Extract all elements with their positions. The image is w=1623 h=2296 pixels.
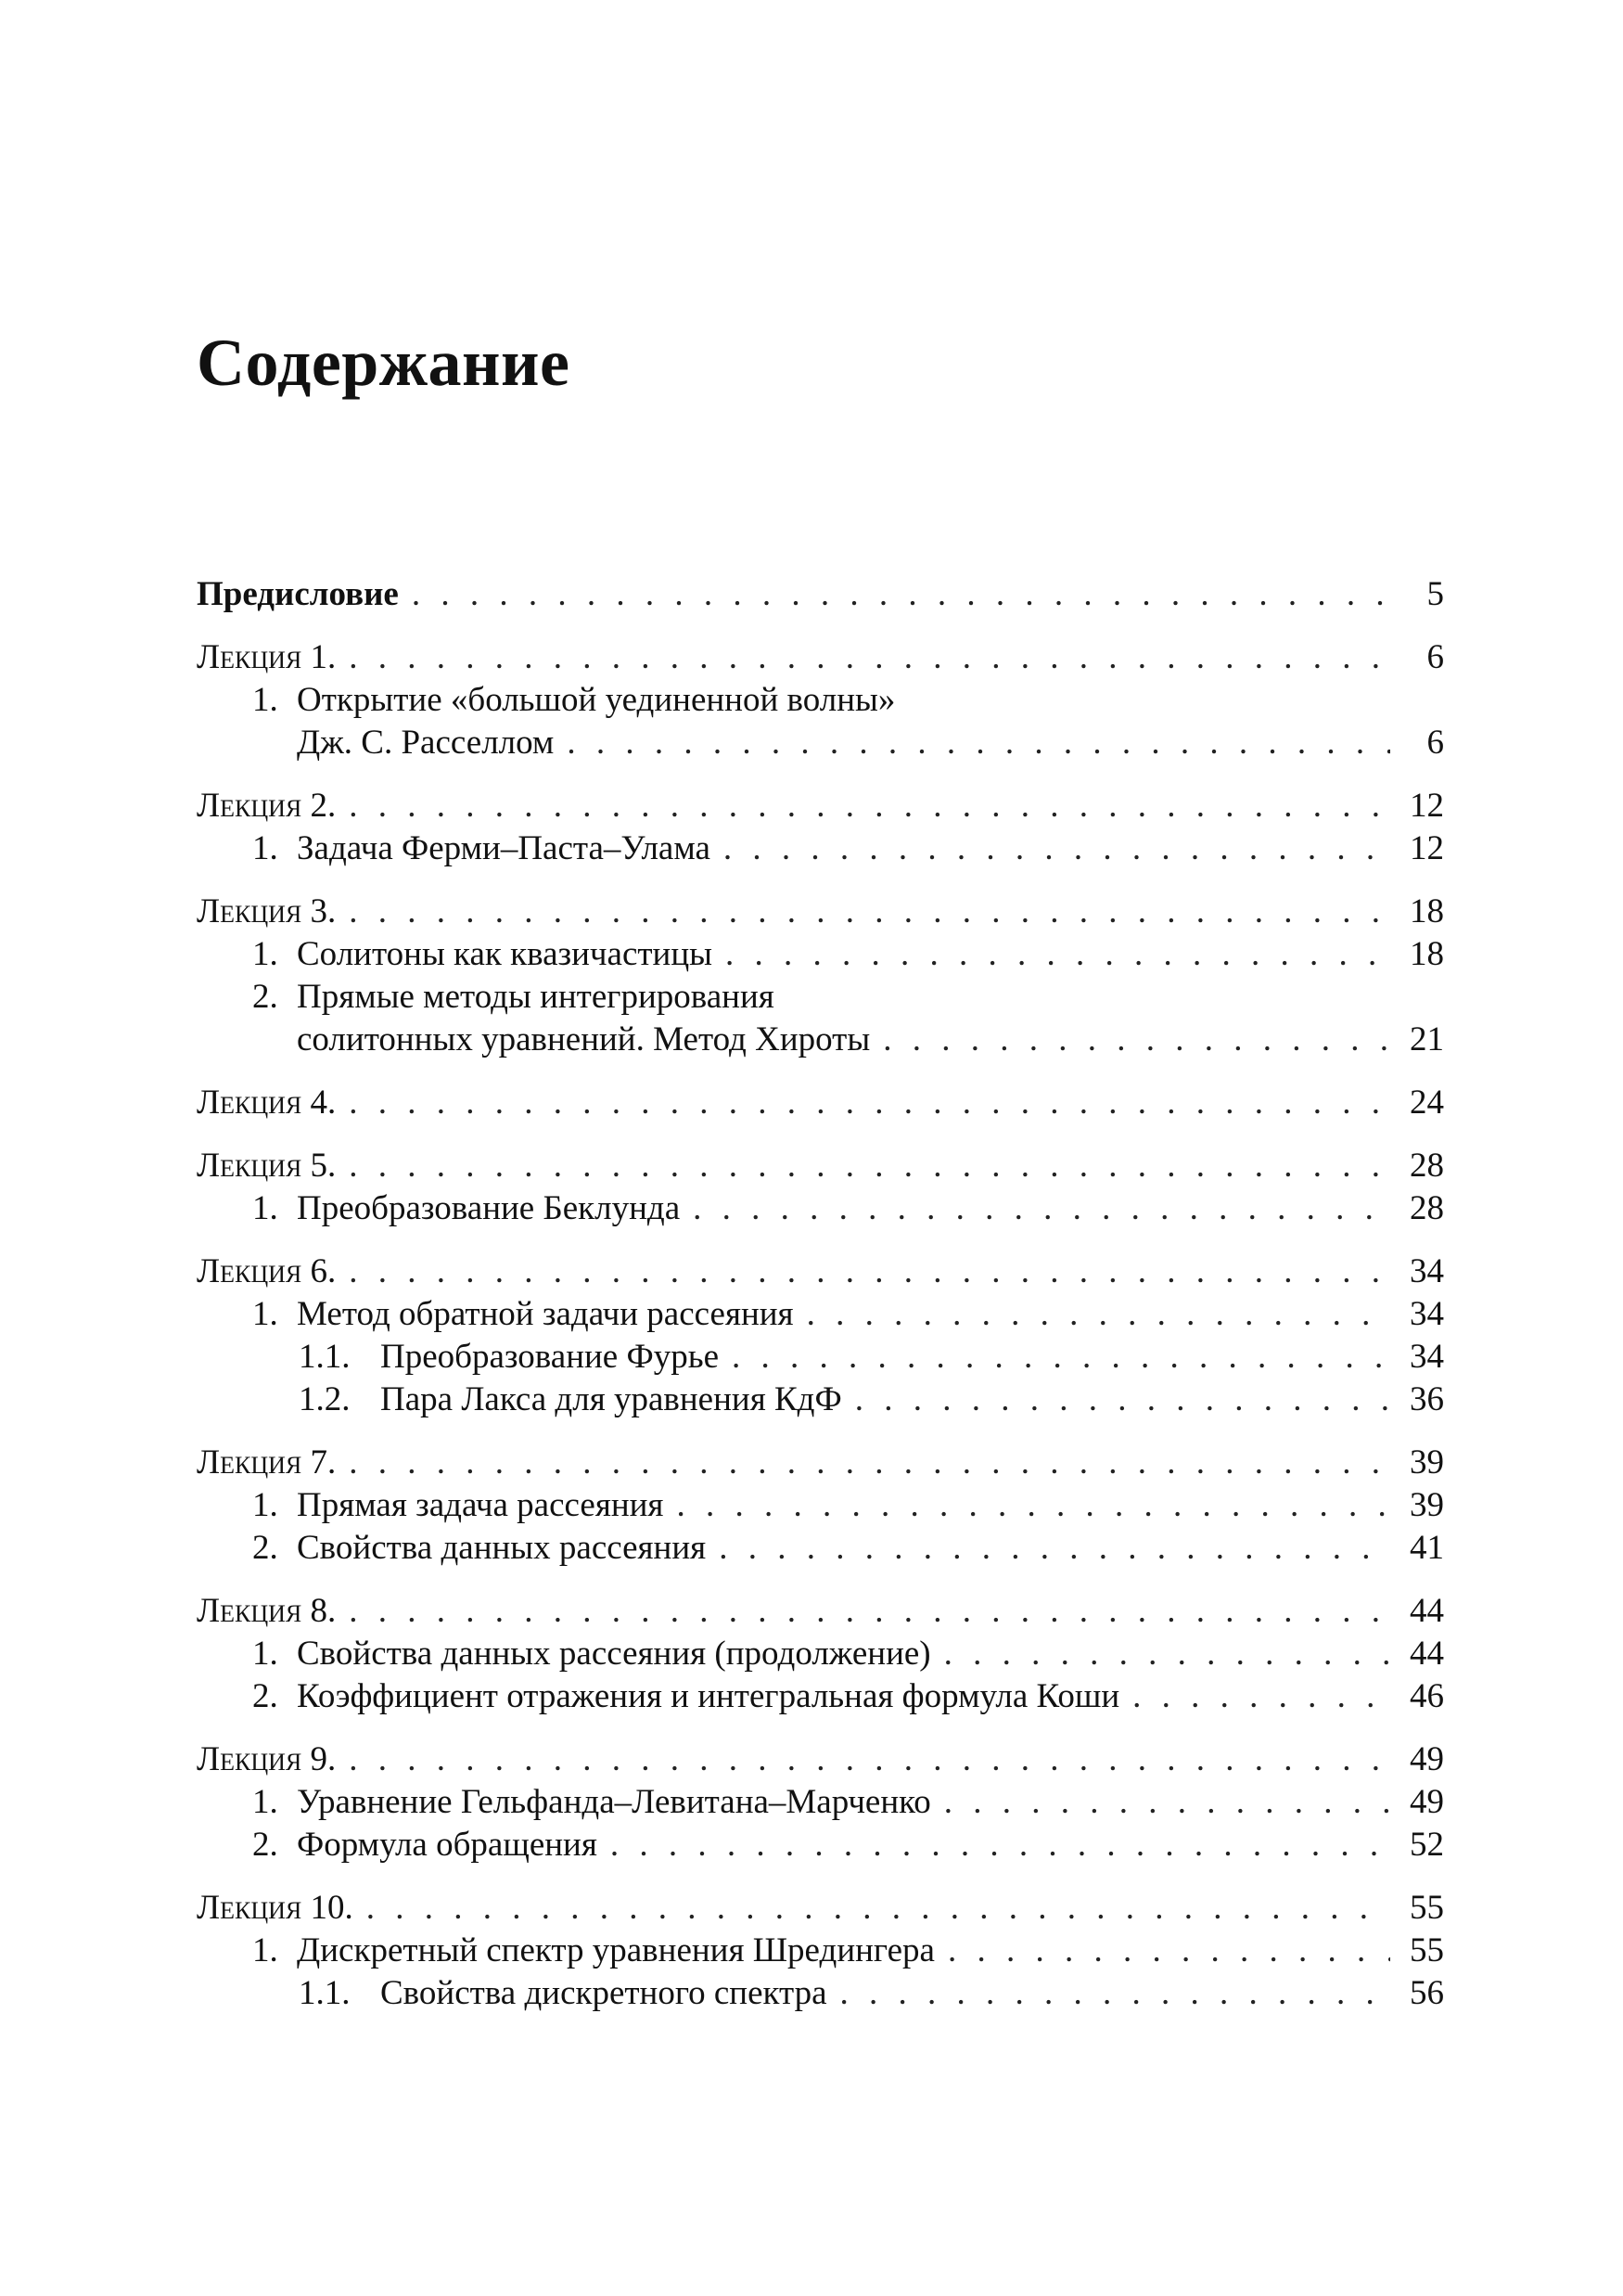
leader-dots (944, 1781, 1390, 1824)
toc-page-number: 28 (1410, 1189, 1444, 1227)
table-of-contents (197, 573, 1444, 2015)
leader-dots (610, 1824, 1390, 1866)
leader-dots (723, 827, 1390, 870)
leader-dots (840, 1972, 1390, 2015)
toc-page-number: 28 (1410, 1147, 1444, 1185)
leader-dots (883, 1019, 1390, 1061)
toc-section-entry[interactable] (197, 1484, 1444, 1527)
toc-subsection-entry[interactable] (197, 1972, 1444, 2015)
toc-section-label: Задача Ферми–Паста–Улама (297, 829, 710, 867)
leader-dots (948, 1930, 1390, 1972)
toc-subsection-entry[interactable] (197, 1336, 1444, 1379)
toc-page-number: 55 (1410, 1889, 1444, 1927)
toc-page-number: 6 (1426, 638, 1444, 676)
toc-subsection-entry[interactable] (197, 1379, 1444, 1421)
toc-section-number: 1. (252, 1295, 278, 1333)
leader-dots (807, 1293, 1390, 1336)
leader-dots (349, 1082, 1390, 1124)
toc-subsection-label: Свойства дискретного спектра (380, 1974, 827, 2012)
toc-section-number: 1. (252, 829, 278, 867)
toc-section-entry[interactable] (197, 679, 1444, 722)
toc-section-number: 1. (252, 1931, 278, 1969)
toc-page-number: 44 (1410, 1635, 1444, 1673)
toc-page-number: 24 (1410, 1084, 1444, 1122)
toc-lecture-title: Лекция 2. (197, 787, 337, 825)
toc-subsection-label: Пара Лакса для уравнения КдФ (380, 1380, 842, 1418)
leader-dots (693, 1187, 1390, 1230)
toc-entry-lecture-5[interactable] (197, 1145, 1444, 1187)
toc-section-number: 1. (252, 1783, 278, 1821)
toc-page-number: 41 (1410, 1529, 1444, 1567)
toc-section-number: 2. (252, 1677, 278, 1715)
toc-section-label: Коэффициент отражения и интегральная формула Коши (297, 1677, 1120, 1715)
toc-page-number: 12 (1410, 829, 1444, 867)
toc-page-number: 18 (1410, 935, 1444, 973)
toc-page-number: 34 (1410, 1338, 1444, 1376)
leader-dots (349, 1251, 1390, 1293)
toc-section-entry[interactable] (197, 1187, 1444, 1230)
toc-section-number: 1. (252, 1189, 278, 1227)
toc-lecture-title: Лекция 6. (197, 1252, 337, 1290)
leader-dots (349, 891, 1390, 933)
toc-entry-lecture-9[interactable] (197, 1738, 1444, 1781)
toc-section-label: Уравнение Гельфанда–Левитана–Марченко (297, 1783, 931, 1821)
toc-section-label: Свойства данных рассеяния (продолжение) (297, 1635, 931, 1673)
toc-page-number: 6 (1426, 724, 1444, 762)
toc-section-label: Дж. С. Расселлом (297, 724, 555, 762)
leader-dots (349, 636, 1390, 679)
toc-page-number: 18 (1410, 892, 1444, 930)
leader-dots (349, 1590, 1390, 1633)
toc-page-number: 5 (1426, 575, 1444, 613)
toc-section-label: Открытие «большой уединенной волны» (297, 681, 896, 719)
toc-entry-lecture-7[interactable] (197, 1442, 1444, 1484)
toc-subsection-number: 1.1. (299, 1338, 351, 1376)
toc-subsection-number: 1.1. (299, 1974, 351, 2012)
leader-dots (412, 573, 1390, 616)
toc-entry-lecture-10[interactable] (197, 1887, 1444, 1930)
toc-page-number: 34 (1410, 1252, 1444, 1290)
leader-dots (366, 1887, 1390, 1930)
toc-page-number: 56 (1410, 1974, 1444, 2012)
leader-dots (732, 1336, 1390, 1379)
toc-section-number: 1. (252, 681, 278, 719)
leader-dots (944, 1633, 1390, 1675)
toc-section-label: Метод обратной задачи рассеяния (297, 1295, 794, 1333)
toc-section-entry[interactable] (197, 1781, 1444, 1824)
page-title: Содержание (197, 326, 570, 400)
toc-section-entry-continuation[interactable] (197, 722, 1444, 764)
toc-page-number: 36 (1410, 1380, 1444, 1418)
leader-dots (719, 1527, 1390, 1570)
toc-section-label: Прямая задача рассеяния (297, 1486, 664, 1524)
toc-section-entry[interactable] (197, 933, 1444, 976)
toc-entry-lecture-6[interactable] (197, 1251, 1444, 1293)
leader-dots (349, 785, 1390, 827)
toc-section-entry-continuation[interactable] (197, 1019, 1444, 1061)
toc-page-number: 46 (1410, 1677, 1444, 1715)
toc-entry-lecture-8[interactable] (197, 1590, 1444, 1633)
toc-lecture-title: Лекция 1. (197, 638, 337, 676)
toc-section-entry[interactable] (197, 1824, 1444, 1866)
toc-section-number: 1. (252, 1635, 278, 1673)
toc-lecture-title: Лекция 4. (197, 1084, 337, 1122)
toc-page-number: 49 (1410, 1740, 1444, 1778)
leader-dots (725, 933, 1390, 976)
toc-lecture-title: Лекция 7. (197, 1443, 337, 1481)
toc-lecture-title: Лекция 10. (197, 1889, 353, 1927)
toc-page-number: 39 (1410, 1486, 1444, 1524)
toc-section-entry[interactable] (197, 1527, 1444, 1570)
toc-section-entry[interactable] (197, 1675, 1444, 1718)
toc-section-entry[interactable] (197, 827, 1444, 870)
toc-lecture-title: Лекция 8. (197, 1592, 337, 1630)
toc-entry-lecture-1[interactable] (197, 636, 1444, 679)
toc-subsection-label: Преобразование Фурье (380, 1338, 719, 1376)
toc-page-number: 44 (1410, 1592, 1444, 1630)
leader-dots (855, 1379, 1390, 1421)
toc-lecture-title: Лекция 9. (197, 1740, 337, 1778)
toc-entry-preface[interactable] (197, 573, 1444, 616)
toc-section-entry[interactable] (197, 1633, 1444, 1675)
toc-entry-label: Предисловие (197, 575, 399, 613)
toc-section-label: солитонных уравнений. Метод Хироты (297, 1020, 871, 1058)
toc-page-number: 55 (1410, 1931, 1444, 1969)
toc-subsection-number: 1.2. (299, 1380, 351, 1418)
toc-entry-lecture-4[interactable] (197, 1082, 1444, 1124)
toc-section-label: Преобразование Беклунда (297, 1189, 681, 1227)
toc-page-number: 52 (1410, 1826, 1444, 1864)
toc-page-number: 12 (1410, 787, 1444, 825)
toc-section-label: Дискретный спектр уравнения Шредингера (297, 1931, 935, 1969)
toc-section-number: 2. (252, 978, 278, 1016)
leader-dots (349, 1145, 1390, 1187)
toc-section-number: 1. (252, 1486, 278, 1524)
toc-section-entry[interactable] (197, 976, 1444, 1019)
leader-dots (1132, 1675, 1390, 1718)
toc-section-number: 2. (252, 1826, 278, 1864)
toc-section-entry[interactable] (197, 1930, 1444, 1972)
toc-lecture-title: Лекция 3. (197, 892, 337, 930)
leader-dots (676, 1484, 1390, 1527)
leader-dots (349, 1442, 1390, 1484)
toc-section-number: 2. (252, 1529, 278, 1567)
toc-section-label: Формула обращения (297, 1826, 597, 1864)
toc-section-entry[interactable] (197, 1293, 1444, 1336)
toc-section-label: Свойства данных рассеяния (297, 1529, 707, 1567)
toc-page-number: 21 (1410, 1020, 1444, 1058)
toc-section-number: 1. (252, 935, 278, 973)
toc-page-number: 49 (1410, 1783, 1444, 1821)
toc-lecture-title: Лекция 5. (197, 1147, 337, 1185)
leader-dots (349, 1738, 1390, 1781)
leader-dots (567, 722, 1390, 764)
toc-page-number: 34 (1410, 1295, 1444, 1333)
toc-entry-lecture-2[interactable] (197, 785, 1444, 827)
toc-section-label: Прямые методы интегрирования (297, 978, 774, 1016)
toc-entry-lecture-3[interactable] (197, 891, 1444, 933)
toc-section-label: Солитоны как квазичастицы (297, 935, 712, 973)
toc-page-number: 39 (1410, 1443, 1444, 1481)
